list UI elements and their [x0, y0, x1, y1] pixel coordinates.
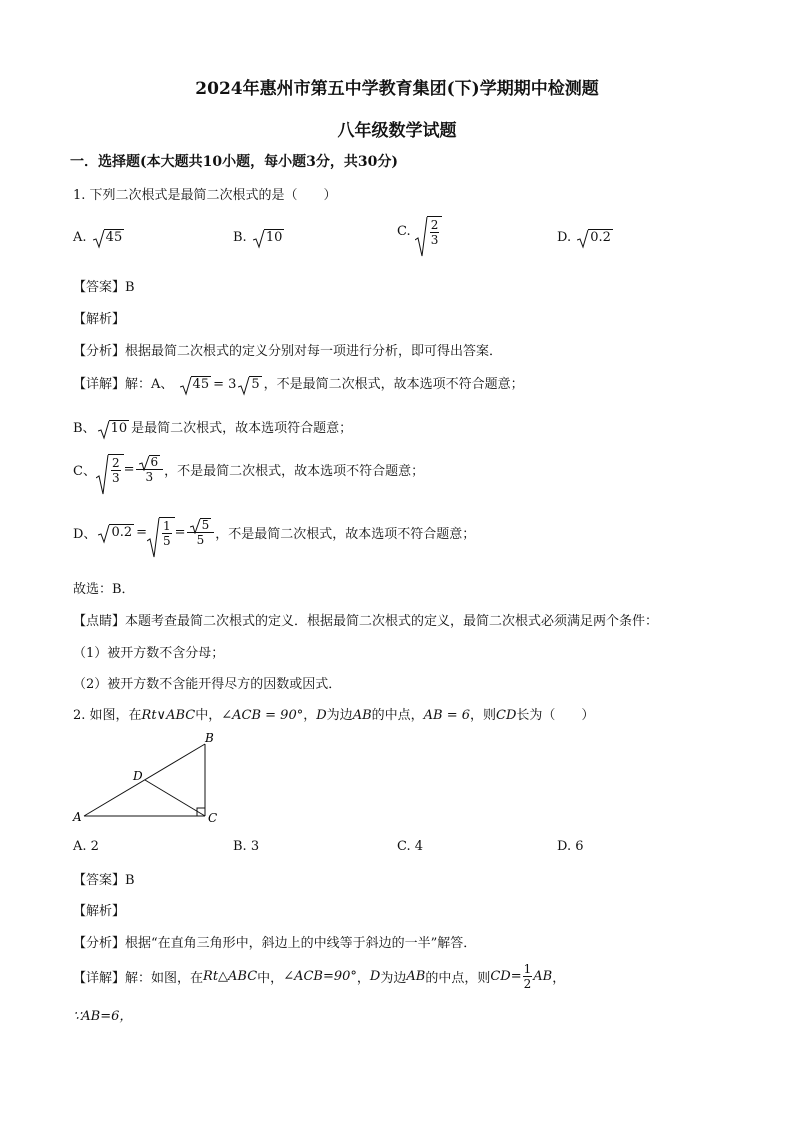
q1-option-d: [557, 229, 615, 246]
sqrt-5: 5: [238, 376, 261, 393]
document-title: 2024年惠州市第五中学教育集团(下)学期期中检测题: [195, 79, 599, 99]
radical-sign-icon: [238, 376, 250, 396]
question-2-stem: 2. 如图，在Rt∨ABC中，∠ACB = 90°，D为边AB的中点，AB = 6，则CD长为（ ）: [73, 708, 595, 723]
vertex-label-d: D: [133, 769, 143, 783]
q1-option-a: [73, 229, 126, 246]
sqrt-fraction-1-5: $\frac{1}{5}$: [147, 517, 175, 548]
segment-cd: [145, 780, 205, 816]
section-heading: 一．选择题(本大题共10小题，每小题3分，共30分): [70, 154, 398, 170]
q1-conclusion: 故选：B．: [73, 582, 135, 597]
q2-fenxi: 【分析】根据“在直角三角形中，斜边上的中线等于斜边的一半”解答．: [73, 936, 477, 951]
radical-sign-icon: [180, 376, 192, 396]
q1-jiexi: 【解析】: [73, 312, 126, 327]
q1-detail-c: C、 $\frac{2}{3}$ = $\frac{6}{3}$ ，不是最简二次根式，故本选项不符合题意；: [73, 454, 424, 485]
question-1-stem: 1. 下列二次根式是最简二次根式的是（ ）: [73, 188, 337, 203]
vertex-label-c: C: [208, 811, 218, 825]
document-subtitle: 八年级数学试题: [337, 121, 457, 141]
sqrt-45: 45: [180, 376, 212, 393]
q2-option-a: A. 2: [73, 839, 99, 854]
sqrt-0-2: 0.2: [577, 229, 613, 246]
radical-sign-icon: [190, 518, 201, 534]
triangle-figure: [60, 728, 230, 828]
sqrt-0-2: 0.2: [98, 524, 134, 541]
radical-sign-icon: [253, 229, 265, 249]
q1-detail-d: D、 0.2 = $\frac{1}{5}$ = $\frac{5}{5}$ ，不是最简二次根式，故本选项不符合题意；: [73, 517, 475, 548]
radical-sign-icon: [96, 454, 109, 496]
fraction-one-half: $\frac{1}{2}$: [523, 962, 532, 991]
q2-answer: 【答案】B: [73, 873, 135, 888]
vertex-label-a: A: [73, 810, 82, 824]
radical-sign-icon: [98, 524, 110, 544]
q1-fenxi: 【分析】根据最简二次根式的定义分别对每一项进行分析，即可得出答案．: [73, 344, 503, 359]
q2-detail: 【详解】解：如图，在Rt△ABC中，∠ACB=90°，D为边AB的中点，则CD= $\frac{1}{2}$ AB，: [73, 962, 566, 991]
q2-since: ∵AB=6，: [73, 1009, 133, 1024]
fraction-sqrt6-over-3: $\frac{6}{3}$: [136, 455, 164, 484]
radical-sign-icon: [577, 229, 589, 249]
sqrt-fraction-2-3: $\frac{2}{3}$: [96, 454, 124, 485]
sqrt-10: 10: [253, 229, 285, 246]
radical-sign-icon: [147, 517, 160, 559]
q1-option-b: [233, 229, 286, 246]
vertex-label-b: B: [205, 731, 214, 745]
q1-condition-2: （2）被开方数不含能开得尽方的因数或因式．: [73, 677, 342, 692]
sqrt-10: 10: [98, 420, 130, 437]
q1-condition-1: （1）被开方数不含分母；: [73, 646, 225, 661]
option-label: D.: [557, 230, 572, 245]
radical-sign-icon: [93, 229, 105, 249]
q1-answer: 【答案】B: [73, 280, 135, 295]
radical-sign-icon: [98, 420, 110, 440]
q1-detail-a: 【详解】解：A、 45 = 3 5 ，不是最简二次根式，故本选项不符合题意；: [73, 373, 524, 393]
option-label: B.: [233, 230, 247, 245]
option-label: C.: [397, 224, 411, 239]
q1-dianjing: 【点睛】本题考查最简二次根式的定义．根据最简二次根式的定义，最简二次根式必须满足两个条件：: [73, 614, 659, 629]
sqrt-fraction-2-3: $\frac{2}{3}$: [415, 216, 443, 247]
q2-jiexi: 【解析】: [73, 904, 126, 919]
radical-sign-icon: [139, 455, 150, 471]
fraction-sqrt5-over-5: $\frac{5}{5}$: [187, 518, 215, 547]
option-label: A.: [73, 230, 87, 245]
q2-option-b: B. 3: [233, 839, 260, 854]
sqrt-45: 45: [93, 229, 125, 246]
q2-option-d: D. 6: [557, 839, 584, 854]
radical-sign-icon: [415, 216, 428, 258]
q1-detail-b: B、 10 是最简二次根式，故本选项符合题意；: [73, 417, 352, 437]
q2-option-c: C. 4: [397, 839, 424, 854]
q1-option-c: [397, 216, 442, 247]
